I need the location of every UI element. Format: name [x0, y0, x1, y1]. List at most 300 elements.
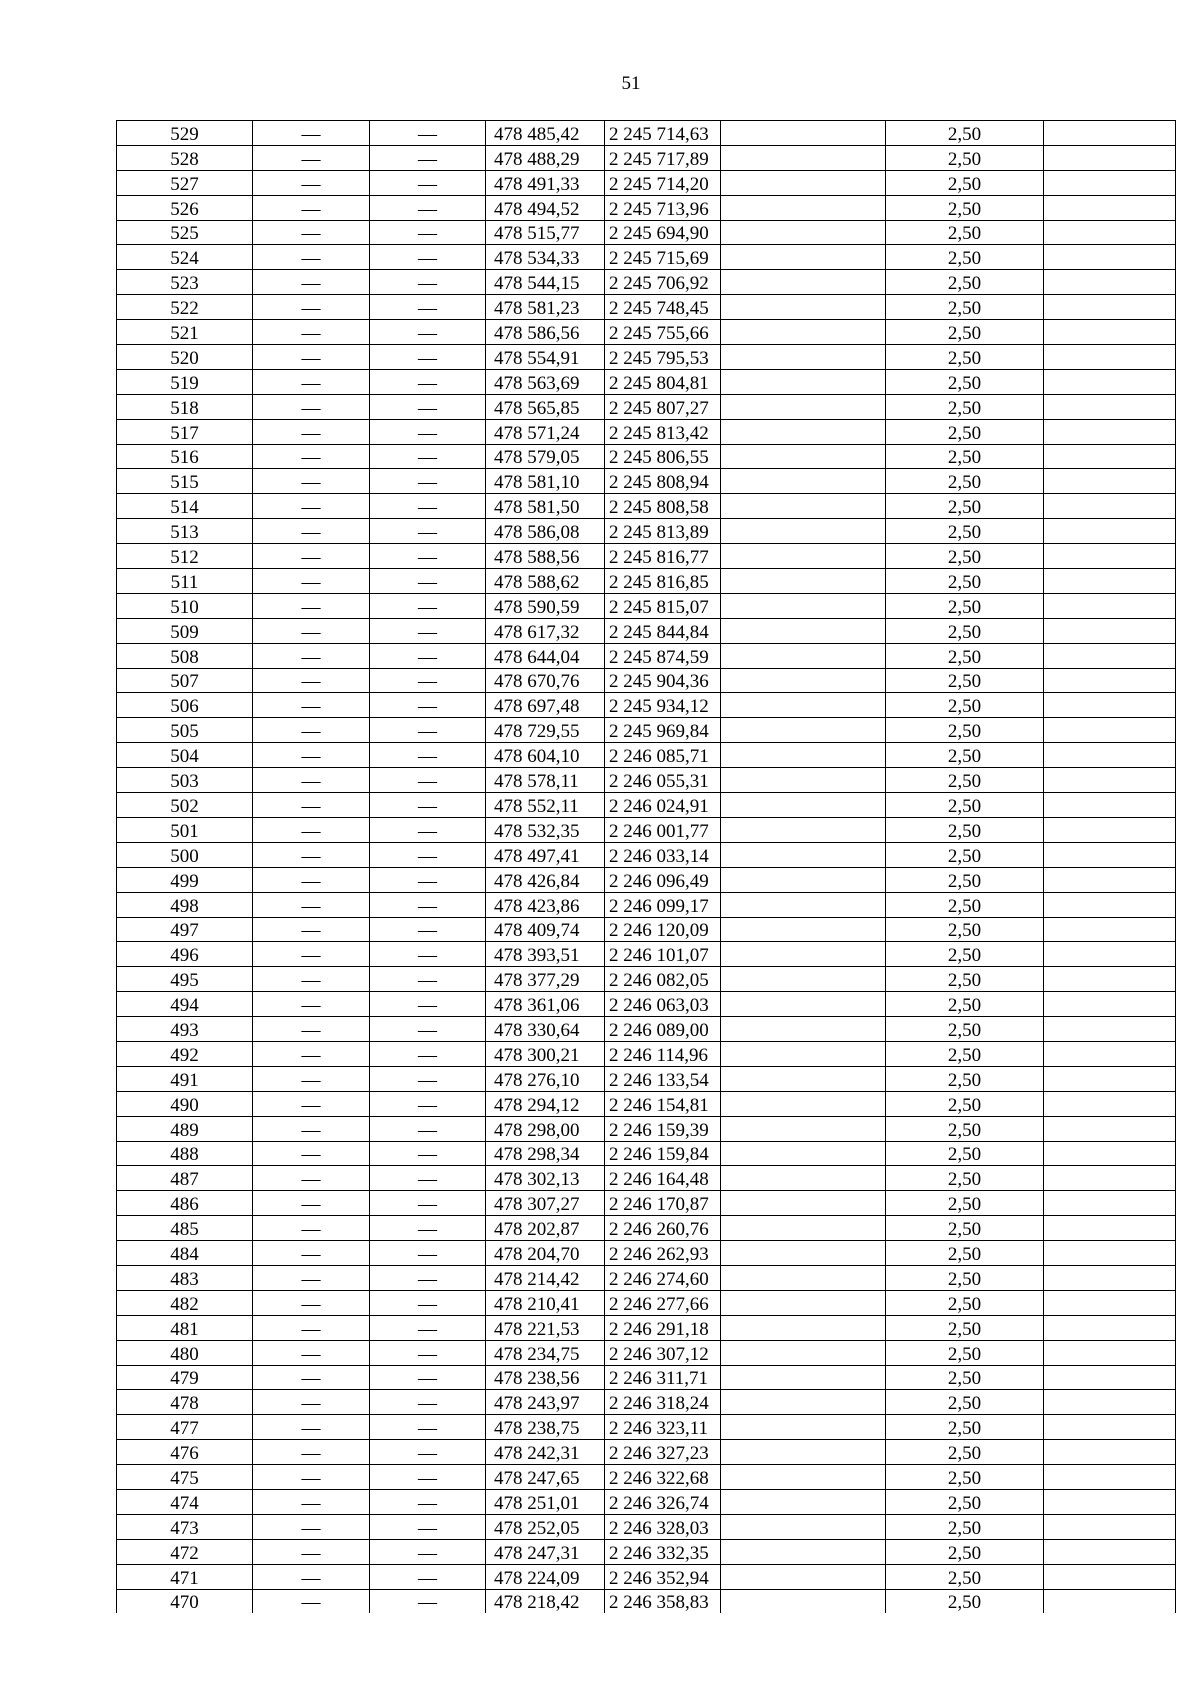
empty-cell [1044, 345, 1176, 370]
x-coordinate-cell: 478 588,62 [486, 569, 605, 594]
point-number-cell: 497 [117, 917, 253, 942]
dash-cell: — [370, 519, 486, 544]
dash-cell: — [370, 1390, 486, 1415]
empty-cell [1044, 1041, 1176, 1066]
empty-cell [721, 544, 886, 569]
x-coordinate-cell: 478 307,27 [486, 1191, 605, 1216]
value-cell: 2,50 [886, 195, 1044, 220]
value-cell: 2,50 [886, 867, 1044, 892]
dash-cell: — [253, 494, 370, 519]
value-cell: 2,50 [886, 618, 1044, 643]
empty-cell [721, 593, 886, 618]
table-row [117, 917, 1176, 942]
dash-cell: — [370, 668, 486, 693]
empty-cell [721, 1564, 886, 1589]
dash-cell: — [253, 1166, 370, 1191]
empty-cell [1044, 668, 1176, 693]
dash-cell: — [253, 145, 370, 170]
y-coordinate-cell: 2 245 969,84 [605, 718, 721, 743]
dash-cell: — [253, 170, 370, 195]
empty-cell [1044, 394, 1176, 419]
dash-cell: — [253, 1390, 370, 1415]
empty-cell [721, 1390, 886, 1415]
point-number-cell: 526 [117, 195, 253, 220]
table-row [117, 419, 1176, 444]
dash-cell: — [370, 1514, 486, 1539]
dash-cell: — [370, 817, 486, 842]
x-coordinate-cell: 478 488,29 [486, 145, 605, 170]
table-row [117, 1589, 1176, 1613]
point-number-cell: 503 [117, 768, 253, 793]
table-row [117, 1465, 1176, 1490]
dash-cell: — [370, 992, 486, 1017]
point-number-cell: 507 [117, 668, 253, 693]
table-row [117, 693, 1176, 718]
y-coordinate-cell: 2 246 332,35 [605, 1539, 721, 1564]
table-row [117, 245, 1176, 270]
empty-cell [1044, 1514, 1176, 1539]
dash-cell: — [370, 1141, 486, 1166]
empty-cell [1044, 842, 1176, 867]
x-coordinate-cell: 478 729,55 [486, 718, 605, 743]
empty-cell [1044, 1440, 1176, 1465]
dash-cell: — [253, 718, 370, 743]
empty-cell [721, 1191, 886, 1216]
dash-cell: — [370, 1489, 486, 1514]
point-number-cell: 504 [117, 743, 253, 768]
value-cell: 2,50 [886, 1166, 1044, 1191]
empty-cell [1044, 544, 1176, 569]
dash-cell: — [370, 369, 486, 394]
table-row [117, 270, 1176, 295]
empty-cell [721, 1066, 886, 1091]
empty-cell [1044, 1017, 1176, 1042]
dash-cell: — [253, 1489, 370, 1514]
dash-cell: — [370, 842, 486, 867]
empty-cell [721, 444, 886, 469]
x-coordinate-cell: 478 581,10 [486, 469, 605, 494]
dash-cell: — [253, 593, 370, 618]
y-coordinate-cell: 2 246 120,09 [605, 917, 721, 942]
y-coordinate-cell: 2 246 159,84 [605, 1141, 721, 1166]
dash-cell: — [253, 1315, 370, 1340]
y-coordinate-cell: 2 246 274,60 [605, 1265, 721, 1290]
dash-cell: — [370, 569, 486, 594]
table-row [117, 593, 1176, 618]
empty-cell [1044, 270, 1176, 295]
x-coordinate-cell: 478 409,74 [486, 917, 605, 942]
empty-cell [1044, 1589, 1176, 1613]
point-number-cell: 480 [117, 1340, 253, 1365]
dash-cell: — [253, 1290, 370, 1315]
table-row [117, 1241, 1176, 1266]
dash-cell: — [253, 1589, 370, 1613]
point-number-cell: 505 [117, 718, 253, 743]
dash-cell: — [253, 369, 370, 394]
dash-cell: — [370, 1340, 486, 1365]
empty-cell [721, 643, 886, 668]
point-number-cell: 487 [117, 1166, 253, 1191]
value-cell: 2,50 [886, 1514, 1044, 1539]
table-row [117, 793, 1176, 818]
dash-cell: — [370, 220, 486, 245]
y-coordinate-cell: 2 245 815,07 [605, 593, 721, 618]
value-cell: 2,50 [886, 793, 1044, 818]
point-number-cell: 486 [117, 1191, 253, 1216]
y-coordinate-cell: 2 245 816,77 [605, 544, 721, 569]
x-coordinate-cell: 478 565,85 [486, 394, 605, 419]
value-cell: 2,50 [886, 295, 1044, 320]
point-number-cell: 495 [117, 967, 253, 992]
table-row [117, 1539, 1176, 1564]
empty-cell [721, 693, 886, 718]
dash-cell: — [253, 220, 370, 245]
x-coordinate-cell: 478 224,09 [486, 1564, 605, 1589]
point-number-cell: 514 [117, 494, 253, 519]
y-coordinate-cell: 2 245 808,58 [605, 494, 721, 519]
point-number-cell: 471 [117, 1564, 253, 1589]
dash-cell: — [253, 569, 370, 594]
y-coordinate-cell: 2 246 159,39 [605, 1116, 721, 1141]
point-number-cell: 524 [117, 245, 253, 270]
empty-cell [1044, 643, 1176, 668]
table-row [117, 1191, 1176, 1216]
empty-cell [1044, 494, 1176, 519]
point-number-cell: 492 [117, 1041, 253, 1066]
dash-cell: — [370, 170, 486, 195]
y-coordinate-cell: 2 246 328,03 [605, 1514, 721, 1539]
y-coordinate-cell: 2 246 024,91 [605, 793, 721, 818]
point-number-cell: 470 [117, 1589, 253, 1613]
point-number-cell: 506 [117, 693, 253, 718]
table-row [117, 1440, 1176, 1465]
table-row [117, 867, 1176, 892]
y-coordinate-cell: 2 246 318,24 [605, 1390, 721, 1415]
value-cell: 2,50 [886, 569, 1044, 594]
value-cell: 2,50 [886, 419, 1044, 444]
point-number-cell: 475 [117, 1465, 253, 1490]
value-cell: 2,50 [886, 1440, 1044, 1465]
empty-cell [721, 1141, 886, 1166]
point-number-cell: 520 [117, 345, 253, 370]
table-row [117, 1216, 1176, 1241]
x-coordinate-cell: 478 393,51 [486, 942, 605, 967]
table-row [117, 195, 1176, 220]
dash-cell: — [370, 320, 486, 345]
empty-cell [721, 793, 886, 818]
x-coordinate-cell: 478 604,10 [486, 743, 605, 768]
point-number-cell: 515 [117, 469, 253, 494]
x-coordinate-cell: 478 242,31 [486, 1440, 605, 1465]
point-number-cell: 481 [117, 1315, 253, 1340]
y-coordinate-cell: 2 246 001,77 [605, 817, 721, 842]
dash-cell: — [370, 892, 486, 917]
dash-cell: — [370, 419, 486, 444]
dash-cell: — [370, 444, 486, 469]
x-coordinate-cell: 478 563,69 [486, 369, 605, 394]
x-coordinate-cell: 478 202,87 [486, 1216, 605, 1241]
table-row [117, 145, 1176, 170]
value-cell: 2,50 [886, 345, 1044, 370]
empty-cell [721, 1315, 886, 1340]
point-number-cell: 521 [117, 320, 253, 345]
empty-cell [1044, 817, 1176, 842]
x-coordinate-cell: 478 586,56 [486, 320, 605, 345]
dash-cell: — [370, 1066, 486, 1091]
point-number-cell: 519 [117, 369, 253, 394]
value-cell: 2,50 [886, 394, 1044, 419]
y-coordinate-cell: 2 246 154,81 [605, 1091, 721, 1116]
empty-cell [1044, 1340, 1176, 1365]
x-coordinate-cell: 478 697,48 [486, 693, 605, 718]
y-coordinate-cell: 2 246 055,31 [605, 768, 721, 793]
empty-cell [721, 1116, 886, 1141]
empty-cell [1044, 1116, 1176, 1141]
point-number-cell: 500 [117, 842, 253, 867]
coordinate-table [116, 120, 1176, 1613]
empty-cell [1044, 1066, 1176, 1091]
empty-cell [1044, 220, 1176, 245]
table-row [117, 768, 1176, 793]
empty-cell [721, 1041, 886, 1066]
table-row [117, 1066, 1176, 1091]
table-row [117, 494, 1176, 519]
point-number-cell: 477 [117, 1415, 253, 1440]
value-cell: 2,50 [886, 1390, 1044, 1415]
empty-cell [1044, 519, 1176, 544]
point-number-cell: 483 [117, 1265, 253, 1290]
table-row [117, 121, 1176, 146]
x-coordinate-cell: 478 544,15 [486, 270, 605, 295]
value-cell: 2,50 [886, 668, 1044, 693]
empty-cell [1044, 1265, 1176, 1290]
dash-cell: — [370, 743, 486, 768]
dash-cell: — [370, 967, 486, 992]
dash-cell: — [253, 992, 370, 1017]
empty-cell [721, 1365, 886, 1390]
value-cell: 2,50 [886, 693, 1044, 718]
dash-cell: — [253, 892, 370, 917]
table-row [117, 1564, 1176, 1589]
dash-cell: — [370, 345, 486, 370]
table-row [117, 1116, 1176, 1141]
dash-cell: — [370, 693, 486, 718]
value-cell: 2,50 [886, 369, 1044, 394]
y-coordinate-cell: 2 246 033,14 [605, 842, 721, 867]
value-cell: 2,50 [886, 768, 1044, 793]
dash-cell: — [370, 1166, 486, 1191]
x-coordinate-cell: 478 302,13 [486, 1166, 605, 1191]
empty-cell [721, 917, 886, 942]
point-number-cell: 518 [117, 394, 253, 419]
dash-cell: — [253, 1141, 370, 1166]
table-row [117, 1365, 1176, 1390]
empty-cell [721, 842, 886, 867]
y-coordinate-cell: 2 245 717,89 [605, 145, 721, 170]
x-coordinate-cell: 478 210,41 [486, 1290, 605, 1315]
point-number-cell: 512 [117, 544, 253, 569]
dash-cell: — [253, 693, 370, 718]
table-row [117, 1041, 1176, 1066]
y-coordinate-cell: 2 246 322,68 [605, 1465, 721, 1490]
empty-cell [721, 469, 886, 494]
dash-cell: — [253, 917, 370, 942]
point-number-cell: 510 [117, 593, 253, 618]
value-cell: 2,50 [886, 494, 1044, 519]
page-number: 51 [621, 73, 641, 94]
empty-cell [721, 419, 886, 444]
y-coordinate-cell: 2 245 904,36 [605, 668, 721, 693]
value-cell: 2,50 [886, 1066, 1044, 1091]
x-coordinate-cell: 478 361,06 [486, 992, 605, 1017]
table-row [117, 544, 1176, 569]
empty-cell [1044, 718, 1176, 743]
empty-cell [721, 718, 886, 743]
y-coordinate-cell: 2 246 352,94 [605, 1564, 721, 1589]
dash-cell: — [370, 469, 486, 494]
value-cell: 2,50 [886, 1489, 1044, 1514]
value-cell: 2,50 [886, 593, 1044, 618]
y-coordinate-cell: 2 245 715,69 [605, 245, 721, 270]
empty-cell [721, 1017, 886, 1042]
dash-cell: — [253, 942, 370, 967]
table-row [117, 743, 1176, 768]
value-cell: 2,50 [886, 121, 1044, 146]
x-coordinate-cell: 478 298,00 [486, 1116, 605, 1141]
empty-cell [721, 1465, 886, 1490]
empty-cell [721, 1415, 886, 1440]
dash-cell: — [370, 145, 486, 170]
point-number-cell: 508 [117, 643, 253, 668]
dash-cell: — [370, 643, 486, 668]
empty-cell [721, 1539, 886, 1564]
x-coordinate-cell: 478 485,42 [486, 121, 605, 146]
empty-cell [1044, 1290, 1176, 1315]
x-coordinate-cell: 478 243,97 [486, 1390, 605, 1415]
table-row [117, 1315, 1176, 1340]
point-number-cell: 516 [117, 444, 253, 469]
x-coordinate-cell: 478 426,84 [486, 867, 605, 892]
table-row [117, 668, 1176, 693]
y-coordinate-cell: 2 245 694,90 [605, 220, 721, 245]
table-row [117, 1017, 1176, 1042]
dash-cell: — [370, 793, 486, 818]
value-cell: 2,50 [886, 1315, 1044, 1340]
table-row [117, 817, 1176, 842]
x-coordinate-cell: 478 532,35 [486, 817, 605, 842]
x-coordinate-cell: 478 515,77 [486, 220, 605, 245]
empty-cell [721, 1166, 886, 1191]
point-number-cell: 498 [117, 892, 253, 917]
empty-cell [1044, 419, 1176, 444]
table-row [117, 1340, 1176, 1365]
value-cell: 2,50 [886, 643, 1044, 668]
table-row [117, 842, 1176, 867]
dash-cell: — [253, 544, 370, 569]
table-row [117, 967, 1176, 992]
y-coordinate-cell: 2 246 291,18 [605, 1315, 721, 1340]
table-row [117, 1514, 1176, 1539]
dash-cell: — [253, 1340, 370, 1365]
y-coordinate-cell: 2 245 714,20 [605, 170, 721, 195]
value-cell: 2,50 [886, 743, 1044, 768]
dash-cell: — [253, 245, 370, 270]
x-coordinate-cell: 478 221,53 [486, 1315, 605, 1340]
table-row [117, 220, 1176, 245]
value-cell: 2,50 [886, 469, 1044, 494]
point-number-cell: 523 [117, 270, 253, 295]
empty-cell [1044, 793, 1176, 818]
table-body [117, 121, 1176, 1614]
y-coordinate-cell: 2 245 808,94 [605, 469, 721, 494]
dash-cell: — [253, 320, 370, 345]
dash-cell: — [370, 1241, 486, 1266]
dash-cell: — [253, 743, 370, 768]
empty-cell [1044, 320, 1176, 345]
empty-cell [721, 345, 886, 370]
x-coordinate-cell: 478 247,65 [486, 1465, 605, 1490]
dash-cell: — [370, 1539, 486, 1564]
dash-cell: — [253, 1191, 370, 1216]
dash-cell: — [370, 1116, 486, 1141]
dash-cell: — [253, 345, 370, 370]
y-coordinate-cell: 2 246 326,74 [605, 1489, 721, 1514]
point-number-cell: 476 [117, 1440, 253, 1465]
dash-cell: — [370, 1216, 486, 1241]
dash-cell: — [370, 394, 486, 419]
dash-cell: — [253, 668, 370, 693]
empty-cell [1044, 1489, 1176, 1514]
y-coordinate-cell: 2 246 170,87 [605, 1191, 721, 1216]
dash-cell: — [253, 1539, 370, 1564]
x-coordinate-cell: 478 238,75 [486, 1415, 605, 1440]
dash-cell: — [370, 1440, 486, 1465]
dash-cell: — [253, 195, 370, 220]
empty-cell [1044, 145, 1176, 170]
empty-cell [1044, 195, 1176, 220]
table-row [117, 170, 1176, 195]
x-coordinate-cell: 478 330,64 [486, 1017, 605, 1042]
table-row [117, 394, 1176, 419]
y-coordinate-cell: 2 245 934,12 [605, 693, 721, 718]
dash-cell: — [370, 1290, 486, 1315]
empty-cell [1044, 967, 1176, 992]
empty-cell [721, 1265, 886, 1290]
y-coordinate-cell: 2 245 755,66 [605, 320, 721, 345]
empty-cell [1044, 867, 1176, 892]
empty-cell [721, 1589, 886, 1613]
y-coordinate-cell: 2 246 262,93 [605, 1241, 721, 1266]
x-coordinate-cell: 478 377,29 [486, 967, 605, 992]
y-coordinate-cell: 2 246 260,76 [605, 1216, 721, 1241]
x-coordinate-cell: 478 579,05 [486, 444, 605, 469]
empty-cell [721, 942, 886, 967]
y-coordinate-cell: 2 245 748,45 [605, 295, 721, 320]
point-number-cell: 502 [117, 793, 253, 818]
y-coordinate-cell: 2 246 327,23 [605, 1440, 721, 1465]
point-number-cell: 499 [117, 867, 253, 892]
dash-cell: — [370, 1017, 486, 1042]
x-coordinate-cell: 478 238,56 [486, 1365, 605, 1390]
x-coordinate-cell: 478 617,32 [486, 618, 605, 643]
dash-cell: — [253, 519, 370, 544]
table-row [117, 569, 1176, 594]
empty-cell [1044, 593, 1176, 618]
point-number-cell: 494 [117, 992, 253, 1017]
dash-cell: — [370, 494, 486, 519]
empty-cell [1044, 1365, 1176, 1390]
y-coordinate-cell: 2 246 096,49 [605, 867, 721, 892]
